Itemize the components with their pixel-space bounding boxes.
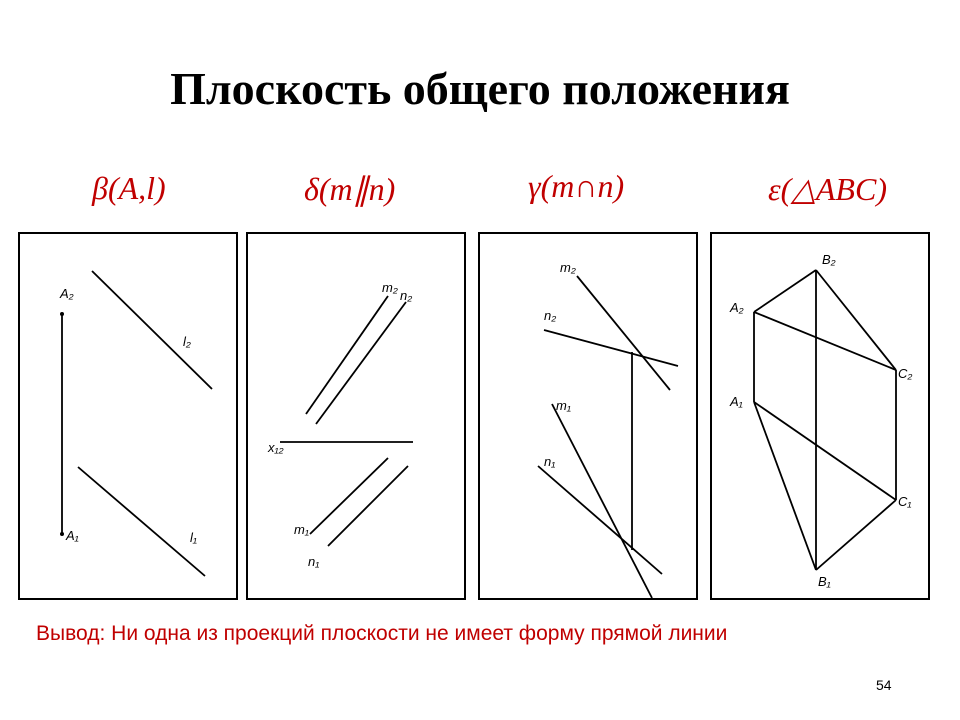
side-B1C1 (816, 500, 896, 570)
panel-beta (18, 232, 238, 600)
label-n1: n₁ (308, 554, 320, 569)
line-n2 (316, 302, 406, 424)
diagram-beta (20, 234, 240, 602)
line-l2 (92, 271, 212, 389)
formula-beta: β(A,l) (92, 170, 166, 206)
label-n2: n₂ (544, 308, 557, 323)
side-A1B1 (754, 402, 816, 570)
line-m1 (310, 458, 388, 534)
side-B2C2 (816, 270, 896, 370)
formula-gamma: γ(m∩n) (528, 168, 625, 204)
formula-epsilon: ε(△ABC) (768, 171, 887, 207)
label-A2: A₂ (60, 286, 74, 301)
label-l2: l₂ (183, 334, 191, 349)
conclusion-text: Вывод: Ни одна из проекций плоскости не имеет форму прямой линии (36, 622, 728, 645)
line-m2 (306, 296, 388, 414)
label-m1: m₁ (556, 398, 571, 413)
page-number: 54 (876, 677, 892, 693)
label-x12: x₁₂ (268, 440, 284, 455)
panel-gamma (478, 232, 698, 600)
label-m2: m₂ (560, 260, 576, 275)
label-B1: B₁ (818, 574, 831, 589)
label-l1: l₁ (190, 530, 197, 545)
formula-delta: δ(m∥n) (304, 171, 396, 207)
side-A1C1 (754, 402, 896, 500)
label-A1: A₁ (730, 394, 743, 409)
side-A2B2 (754, 270, 816, 312)
line-m2 (577, 276, 670, 390)
label-A1: A₁ (66, 528, 79, 543)
label-m2: m₂ (382, 280, 398, 295)
label-A2: A₂ (730, 300, 744, 315)
label-m1: m₁ (294, 522, 309, 537)
point-A1 (60, 532, 64, 536)
label-n2: n₂ (400, 288, 413, 303)
point-A2 (60, 312, 64, 316)
label-n1: n₁ (544, 454, 556, 469)
slide-title: Плоскость общего положения (170, 63, 790, 114)
panel-delta (246, 232, 466, 600)
diagram-gamma (480, 234, 700, 602)
diagram-epsilon (712, 234, 932, 602)
line-n2 (544, 330, 678, 366)
label-C2: C₂ (898, 366, 913, 381)
line-l1 (78, 467, 205, 576)
panel-epsilon (710, 232, 930, 600)
label-B2: B₂ (822, 252, 836, 267)
diagram-delta (248, 234, 468, 602)
line-n1 (538, 466, 662, 574)
side-A2C2 (754, 312, 896, 370)
label-C1: C₁ (898, 494, 912, 509)
line-m1 (552, 404, 652, 598)
